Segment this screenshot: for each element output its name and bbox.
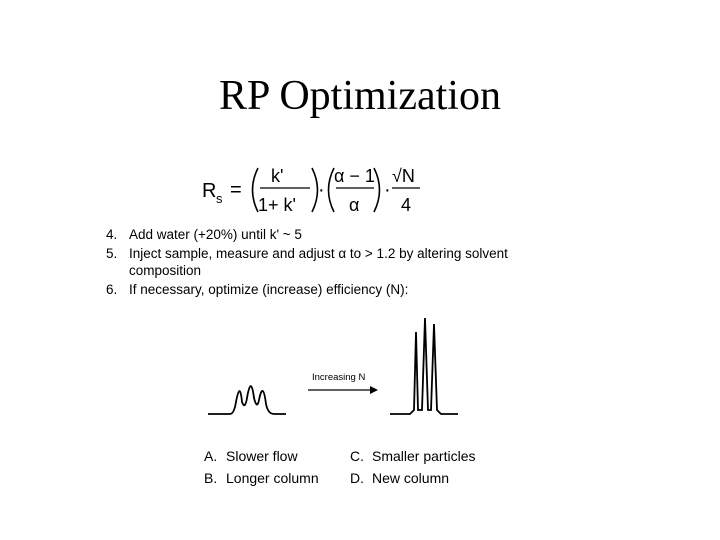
step-text: Inject sample, measure and adjust α to > 1.2 by altering solvent composition xyxy=(129,246,508,278)
eq-lhs: R xyxy=(202,180,217,202)
term2-numerator: α − 1 xyxy=(334,166,375,186)
eq-lhs-subscript: s xyxy=(216,191,223,206)
option-letter: B. xyxy=(204,470,218,486)
step-number: 5. xyxy=(106,246,118,261)
step-text: Add water (+20%) until k' ~ 5 xyxy=(129,227,302,242)
list-item xyxy=(350,467,475,489)
term1-denominator: 1+ k' xyxy=(258,195,296,215)
chromatogram-diagram xyxy=(200,310,470,422)
option-text: Slower flow xyxy=(226,448,298,464)
term3-numerator: √N xyxy=(392,166,415,186)
option-text: New column xyxy=(372,470,450,486)
list-item xyxy=(204,445,319,467)
list-item xyxy=(106,281,576,298)
eq-dot-2: · xyxy=(384,179,391,201)
arrow-label: Increasing N xyxy=(312,372,366,383)
list-item xyxy=(106,226,576,243)
term2-denominator: α xyxy=(349,195,360,215)
sharp-peaks-trace xyxy=(390,318,458,414)
step-number: 6. xyxy=(106,282,118,297)
option-letter: C. xyxy=(350,448,364,464)
term3-denominator: 4 xyxy=(401,195,412,215)
eq-equals: = xyxy=(230,179,242,201)
list-item xyxy=(350,445,475,467)
step-text: If necessary, optimize (increase) efficiency (N): xyxy=(129,282,409,297)
arrow-head-icon xyxy=(370,386,378,394)
step-number: 4. xyxy=(106,227,118,242)
option-text: Longer column xyxy=(226,470,319,486)
eq-dot-1: · xyxy=(318,179,325,201)
paren-right-1 xyxy=(312,168,318,212)
list-item xyxy=(204,467,319,489)
option-text: Smaller particles xyxy=(372,448,476,464)
option-letter: D. xyxy=(350,470,364,486)
broad-peaks-trace xyxy=(208,386,286,414)
slide-title: RP Optimization xyxy=(219,73,501,119)
option-letter: A. xyxy=(204,448,218,464)
options-col-right xyxy=(350,445,475,489)
step-list xyxy=(106,226,576,300)
term1-numerator: k' xyxy=(271,166,284,186)
options-col-left xyxy=(204,445,319,489)
resolution-equation xyxy=(198,160,498,220)
list-item xyxy=(106,245,576,279)
